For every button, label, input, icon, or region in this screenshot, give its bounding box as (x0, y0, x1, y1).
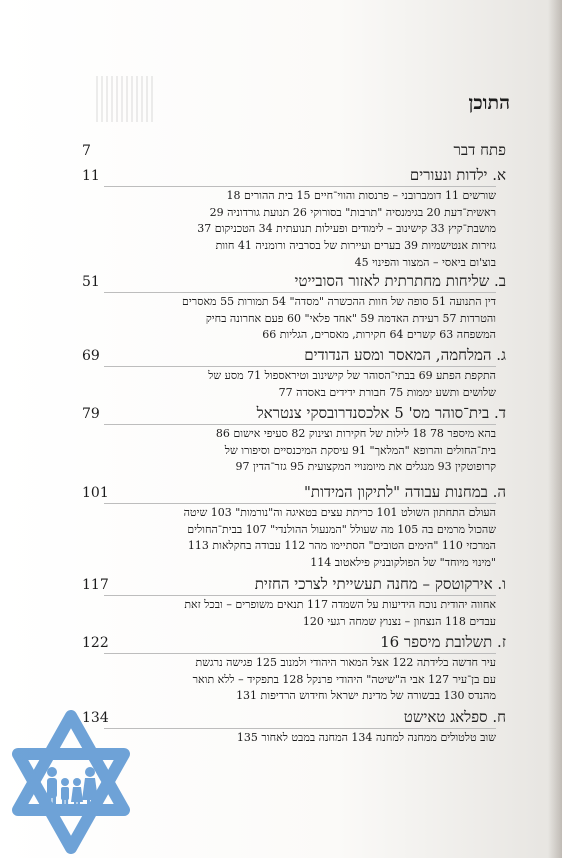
toc-chapter-2 (82, 272, 506, 344)
subsection-line: אחווה יהודית נוכח הידיעות על השמדה 117 תנאים משופרים – ובכל זאת (184, 598, 496, 611)
subsection-line: "מינוי מיוחד" של הפולקובניק פילאטוב 114 (310, 556, 496, 570)
subsection-line: המרכזי 110 "הימים הטובים" הסתיימו מהר 112 עבודה בחקלאות 113 (187, 539, 496, 553)
chapter-rule (104, 503, 496, 504)
toc-entry-page: 7 (82, 143, 91, 159)
toc-chapter-4 (82, 404, 506, 476)
toc-chapter-subsections (104, 730, 496, 747)
toc-chapter-page: 101 (82, 485, 109, 501)
toc-chapter-subsections (104, 368, 496, 401)
toc-chapter-title: ה. במחנות עבודה "לתיקון המידות" (304, 483, 506, 501)
toc-chapter-page: 122 (82, 635, 109, 651)
toc-chapter-7 (82, 633, 506, 705)
subsection-line: המשפחה 63 קשרים 64 חקירות, מאסרים, הגליות 66 (262, 328, 496, 342)
chapter-rule (104, 366, 496, 367)
chapter-rule (104, 728, 496, 729)
toc-chapter-1 (82, 166, 506, 272)
toc-chapter-title: א. ילדות ונעורים (409, 166, 506, 184)
toc-entry-preface (82, 141, 506, 160)
chapter-rule (104, 595, 496, 596)
subsection-line: ראשית־דעת 20 בגימנסיה "תרבות" בסורוקי 26 תנועת גורדוניה 29 (209, 205, 496, 219)
show-through-marks (96, 76, 156, 122)
subsection-line: שורשים 11 דומברובני – פרנסות והווי־חיים 15 בית ההורים 18 (226, 189, 496, 202)
subsection-line: שהכול מרמים בה 105 מה שעולל "המנעול ההולנדי" 107 בבית־החולים (187, 522, 496, 536)
subsection-line: התקפת הפתע 69 בבתי־הסוהר של קישינוב וטיראספול 71 מסע של (208, 369, 496, 382)
family-star-logo-icon (6, 710, 136, 858)
toc-chapter-3 (82, 346, 506, 401)
toc-chapter-page: 51 (82, 274, 100, 290)
chapter-rule (104, 292, 496, 293)
toc-chapter-title: ח. ספלאג טאישט (403, 708, 506, 726)
subsection-line: עיר חדשה בלידתה 122 אצל המאור היהודי ולמנוב 125 פגישה נרגשת (195, 656, 496, 669)
page-title: התוכן (468, 92, 510, 114)
chapter-rule (104, 424, 496, 425)
toc-chapter-subsections (104, 505, 496, 572)
subsection-line: בהא מיספר 78 18 לילות של חקירות וצינוק 82 סעיפי אישום 86 (215, 427, 496, 440)
toc-chapter-page: 134 (82, 710, 109, 726)
toc-chapter-6 (82, 575, 506, 630)
toc-chapter-title: ב. שליחות מחתרתית לאזור הסובייטי (294, 272, 506, 290)
chapter-rule (104, 653, 496, 654)
subsection-line: גזירות אנטישמיות 39 בערים ועיירות של בסרביה ורומניה 41 חוות (215, 239, 496, 253)
subsection-line: מושבת־קיץ 33 קישינוב – לימודים ופעילות תנועתית 34 הטכניקום 37 (197, 222, 496, 236)
chapter-rule (104, 186, 496, 187)
subsection-line: עם בן־עיר 127 אבי ה"שיטה" היהודי פרנקל 128 בתפקיד – ללא תואר (192, 672, 496, 686)
subsection-line: מהנדס 130 בבשורה של מדינת ישראל וחידוש הרדיפות 131 (236, 689, 496, 703)
toc-chapter-title: ד. בית־סוהר מס' 5 אלכסנדרובסקי צנטראל (256, 404, 506, 422)
subsection-line: והטרדות 57 רעידת האדמה 59 "אחד פלאי" 60 פעם אחרונה בחיק (205, 311, 496, 325)
toc-chapter-title: ו. אירקוטסק – מחנה תעשייתי לצרכי החזית (254, 575, 506, 593)
toc-chapter-8 (82, 708, 506, 747)
toc-chapter-page: 79 (82, 406, 100, 422)
toc-chapter-subsections (104, 426, 496, 476)
toc-chapter-subsections (104, 597, 496, 630)
subsection-line: שוב טלטולים ממחנה למחנה 134 המחנה במבט לאחור 135 (236, 731, 496, 744)
subsection-line: קרופוטקין 93 מנגלים את מיומנויי המקצועית 95 גזר־הדין 97 (235, 460, 496, 474)
toc-chapter-subsections (104, 188, 496, 272)
page-spine-shadow (548, 0, 562, 858)
toc-chapter-page: 117 (82, 577, 109, 593)
subsection-line: בוצ'ום ביאסי – המצור והפינוי 45 (354, 255, 496, 269)
subsection-line: שלושים ותשע יממות 75 חבורת ידידים באסדה 77 (278, 385, 496, 399)
toc-chapter-page: 11 (82, 168, 100, 184)
toc-chapter-title: ג. המלחמה, המאסר ומסע הנדודים (304, 346, 506, 364)
subsection-line: העולם התחתון השולט 101 כריתת עצים בטאיגה וה"נורמות" 103 שיטה (183, 506, 496, 519)
subsection-line: דין התנועה 51 סופה של חוות ההכשרה "מסדה" 54 תמורות 55 מאסרים (182, 295, 496, 308)
subsection-line: עבדים 118 הנצחון – נצנוץ שמחה רגעי 120 (302, 614, 496, 628)
toc-entry-title: פתח דבר (453, 141, 506, 159)
subsection-line: בית־החולים והרופא "המלאך" 91 עיסקת המיכנסיים וסיפורו של (224, 443, 496, 457)
toc-chapter-page: 69 (82, 348, 100, 364)
toc-chapter-subsections (104, 655, 496, 705)
toc-chapter-subsections (104, 294, 496, 344)
toc-chapter-title: ז. תשלובת מיספר 16 (380, 633, 506, 651)
toc-chapter-5 (82, 483, 506, 572)
